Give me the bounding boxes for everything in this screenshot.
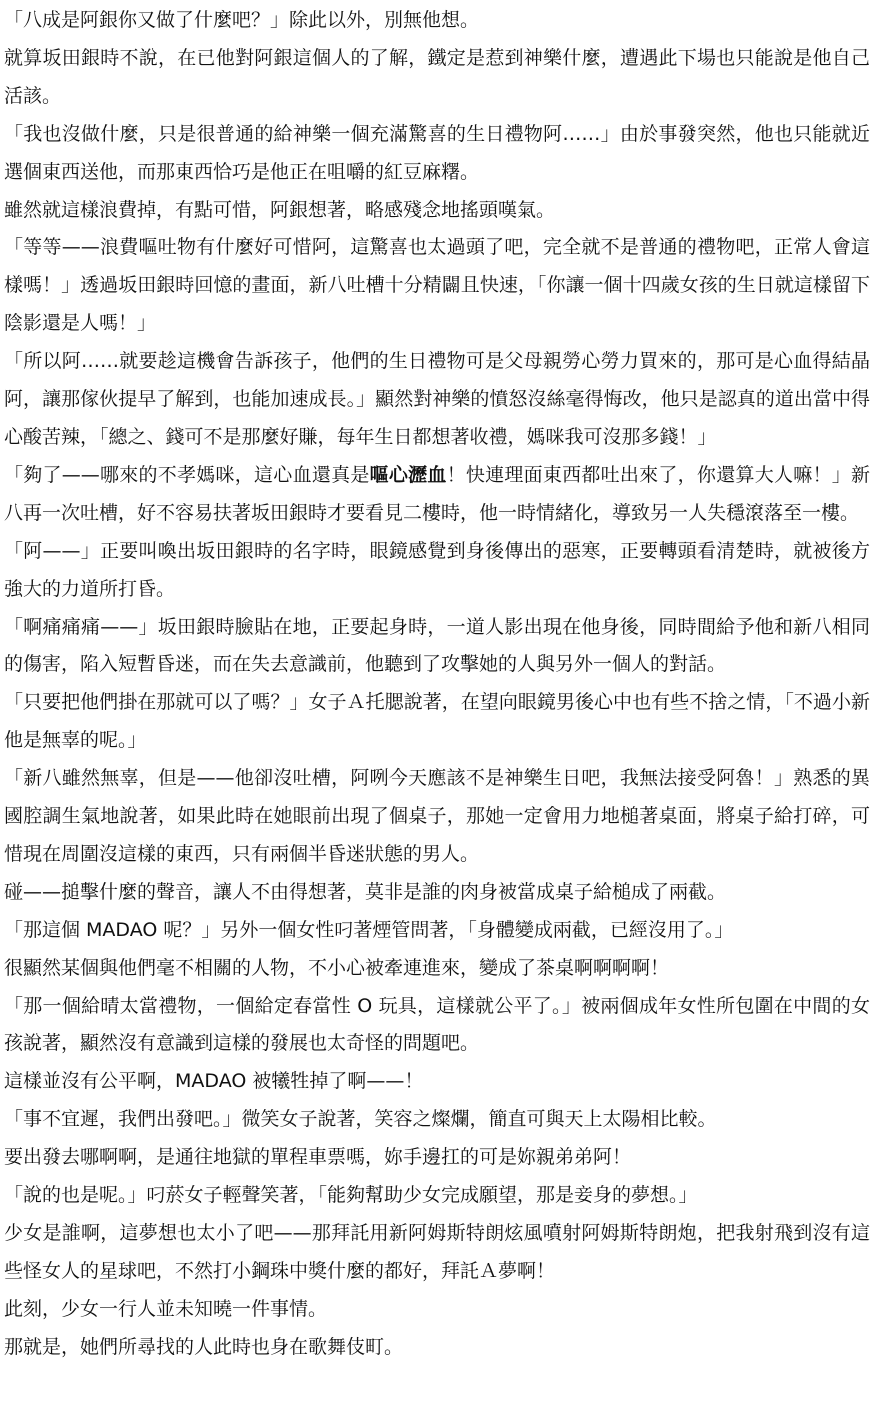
paragraph-20: 少女是誰啊，這夢想也太小了吧——那拜託用新阿姆斯特朗炫風噴射阿姆斯特朗炮，把我射飛到沒有這些怪女人的星球吧，不然打小鋼珠中獎什麼的都好，拜託Ａ夢啊！ bbox=[4, 1222, 870, 1282]
paragraph-7-bold: 嘔心瀝血 bbox=[369, 463, 447, 486]
paragraph-10: 「只要把他們掛在那就可以了嗎？」女子Ａ托腮說著，在望向眼鏡男後心中也有些不捨之情，「不過小新他是無辜的呢。」 bbox=[4, 691, 870, 752]
paragraph-1: 「八成是阿銀你又做了什麼吧？」除此以外，別無他想。 bbox=[4, 9, 480, 31]
paragraph-18: 要出發去哪啊啊，是通往地獄的單程車票嗎，妳手邊扛的可是妳親弟弟阿！ bbox=[4, 1146, 632, 1169]
paragraph-2: 就算坂田銀時不說，在已他對阿銀這個人的了解，鐵定是惹到神樂什麼，遭遇此下場也只能說是他自己活該。 bbox=[4, 46, 870, 107]
paragraph-21: 此刻，少女一行人並未知曉一件事情。 bbox=[4, 1297, 328, 1320]
paragraph-14: 很顯然某個與他們毫不相關的人物，不小心被牽連進來，變成了茶桌啊啊啊啊！ bbox=[4, 956, 670, 979]
paragraph-3: 「我也沒做什麼，只是很普通的給神樂一個充滿驚喜的生日禮物阿……」由於事發突然，他也只能就近選個東西送他，而那東西恰巧是他正在咀嚼的紅豆麻糬。 bbox=[4, 122, 870, 183]
paragraph-22: 那就是，她們所尋找的人此時也身在歌舞伎町。 bbox=[4, 1335, 404, 1358]
paragraph-7 bbox=[4, 457, 870, 533]
paragraph-12: 碰——搥擊什麼的聲音，讓人不由得想著，莫非是誰的肉身被當成桌子給槌成了兩截。 bbox=[4, 880, 727, 903]
paragraph-7-before: 「夠了——哪來的不孝媽咪，這心血還真是 bbox=[4, 463, 370, 486]
paragraph-13: 「那這個 MADAO 呢？」另外一個女性叼著煙管問著，「身體變成兩截，已經沒用了。」 bbox=[4, 918, 734, 941]
paragraph-5: 「等等——浪費嘔吐物有什麼好可惜阿，這驚喜也太過頭了吧，完全就不是普通的禮物吧，正常人會這樣嗎！」透過坂田銀時回憶的畫面，新八吐槽十分精闢且快速，「你讓一個十四歲女孩的生日就這樣留下陰影還是人嗎！」 bbox=[4, 236, 870, 335]
paragraph-4: 雖然就這樣浪費掉，有點可惜，阿銀想著，略感殘念地搖頭嘆氣。 bbox=[4, 198, 556, 221]
paragraph-19: 「說的也是呢。」叼菸女子輕聲笑著，「能夠幫助少女完成願望，那是妾身的夢想。」 bbox=[4, 1184, 698, 1207]
paragraph-7-after: ！快連理面東西都吐出來了，你還算大人嘛！」新八再一次吐槽，好不容易扶著坂田銀時才要看見二樓時，他一時情緒化，導致另一人失穩滾落至一樓。 bbox=[4, 463, 870, 524]
paragraph-17: 「事不宜遲，我們出發吧。」微笑女子說著，笑容之燦爛，簡直可與天上太陽相比較。 bbox=[4, 1108, 717, 1131]
paragraph-6: 「所以阿……就要趁這機會告訴孩子，他們的生日禮物可是父母親勞心勞力買來的，那可是心血得結晶阿，讓那傢伙提早了解到，也能加速成長。」顯然對神樂的憤怒沒絲毫得悔改，他只是認真的道出當中得心酸苦辣，「總之、錢可不是那麼好賺，每年生日都想著收禮，媽咪我可沒那多錢！」 bbox=[4, 350, 870, 448]
paragraph-9: 「啊痛痛痛——」坂田銀時臉貼在地，正要起身時，一道人影出現在他身後，同時間給予他和新八相同的傷害，陷入短暫昏迷，而在失去意識前，他聽到了攻擊她的人與另外一個人的對話。 bbox=[4, 615, 870, 676]
document-body bbox=[4, 2, 870, 1367]
paragraph-16: 這樣並沒有公平啊，MADAO 被犧牲掉了啊——！ bbox=[4, 1070, 424, 1093]
paragraph-15: 「那一個給晴太當禮物，一個給定春當性 O 玩具，這樣就公平了。」被兩個成年女性所包圍在中間的女孩說著，顯然沒有意識到這樣的發展也太奇怪的問題吧。 bbox=[4, 994, 870, 1055]
paragraph-8: 「阿——」正要叫喚出坂田銀時的名字時，眼鏡感覺到身後傳出的惡寒，正要轉頭看清楚時，就被後方強大的力道所打昏。 bbox=[4, 539, 870, 600]
paragraph-11: 「新八雖然無辜，但是——他卻沒吐槽，阿咧今天應該不是神樂生日吧，我無法接受阿魯！」熟悉的異國腔調生氣地說著，如果此時在她眼前出現了個桌子，那她一定會用力地槌著桌面，將桌子給打碎，可惜現在周圍沒這樣的東西，只有兩個半昏迷狀態的男人。 bbox=[4, 767, 870, 865]
